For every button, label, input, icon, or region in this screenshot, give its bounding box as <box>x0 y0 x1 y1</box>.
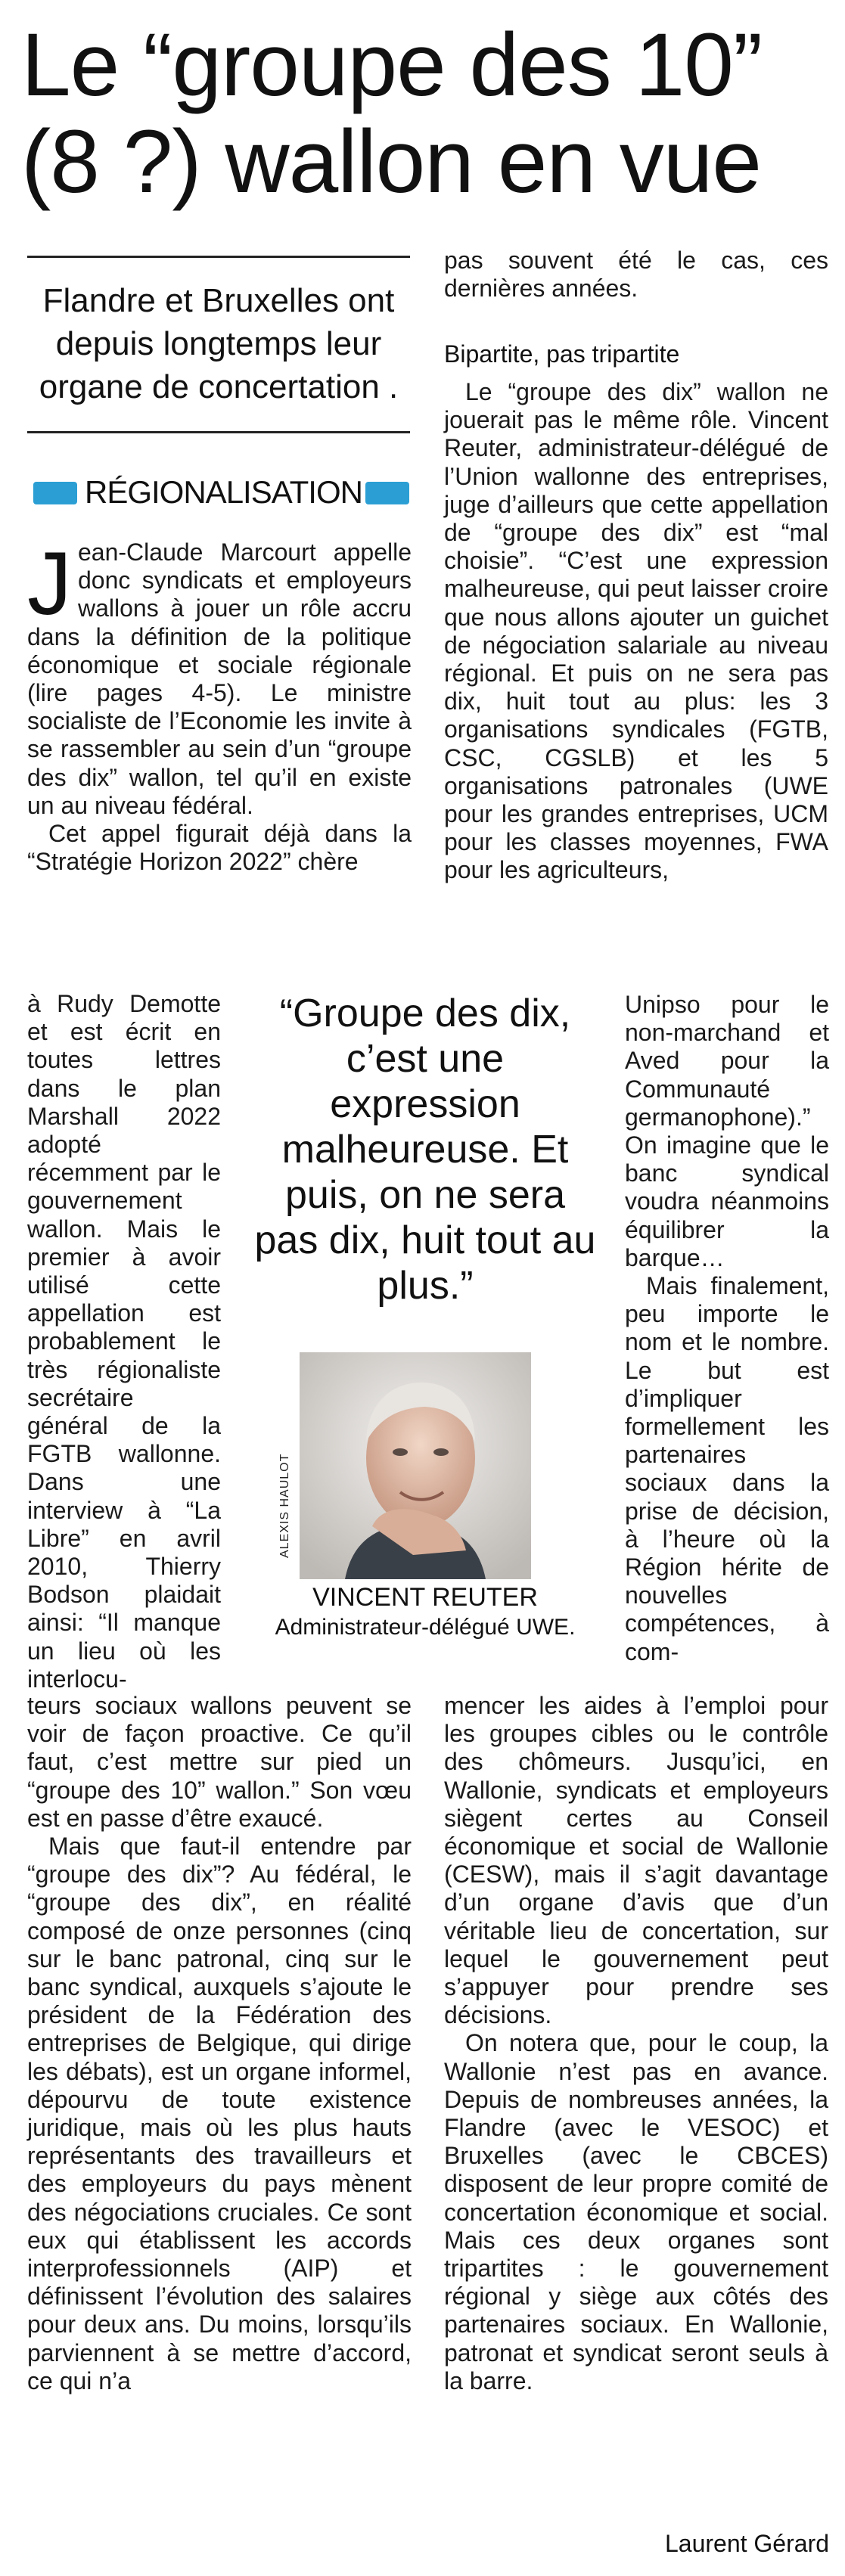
portrait-photo <box>300 1352 531 1579</box>
byline: Laurent Gérard <box>664 2530 829 2557</box>
rubric-bar-left <box>33 482 77 504</box>
column-2-bottom <box>444 1692 828 2395</box>
paragraph-2-narrow: à Rudy Demotte et est écrit en toutes lettres dans le plan Marshall 2022 adopté récemment par le gouvernement wallon. Mais le premier à avoir utilisé cette appellation est probablement le très régionaliste secrétaire général de la FGTB wallonne. Dans une interview à “La Libre” en avril 2010, Thierry Bodson plaidait ainsi: “Il manque un lieu où les interlocu- <box>27 990 221 1693</box>
column-2-upper <box>444 378 828 885</box>
caption-name: VINCENT REUTER <box>312 1583 538 1612</box>
column-2-top <box>444 247 828 303</box>
column-1-narrow <box>27 990 221 1693</box>
column-1-top <box>27 534 412 876</box>
paragraph-1-text: ean-Claude Marcourt appelle donc syndicats et employeurs wallons à jouer un rôle accru dans la définition de la politique économique et sociale régionale (lire pages 4-5). Le ministre socialiste de l’Economie les invite à se rassembler au sein d’un “groupe des dix” wallon, tel qu’il en existe un au niveau fédéral. <box>27 538 412 819</box>
headline-line-1: Le “groupe des 10” <box>21 15 763 115</box>
paragraph-2-start: Cet appel figurait déjà dans la “Stratégie Horizon 2022” chère <box>27 820 412 876</box>
paragraph-continued: pas souvent été le cas, ces dernières années. <box>444 247 828 303</box>
paragraph-finalement: Mais finalement, peu importe le nom et le nombre. Le but est d’impliquer formellement les partenaires sociaux dans la prise de décision, à l’heure où la Région hérite de nouvelles compétences, à com- <box>625 1272 829 1665</box>
caption-role: Administrateur-délégué UWE. <box>275 1615 576 1640</box>
subheading: Bipartite, pas tripartite <box>444 340 680 368</box>
deck <box>27 256 410 433</box>
paragraph-wallonie: On notera que, pour le coup, la Wallonie n’est pas en avance. Depuis de nombreuses années, la Flandre (avec le VESOC) et Bruxelles (avec le CBCES) disposent de leur propre comité de concertation économique et social. Mais ces deux organes sont tripartites : le gouvernement régional y siège aux côtés des partenaires sociaux. En Wallonie, patronat et syndicat seront seuls à la barre. <box>444 2029 828 2394</box>
portrait-illustration <box>300 1352 531 1579</box>
rubric-bar-right <box>365 482 409 504</box>
paragraph-reuter: Le “groupe des dix” wallon ne jouerait pas le même rôle. Vincent Reuter, administrateur-délégué de l’Union wallonne des entreprises, juge d’ailleurs que cette appellation de “groupe des dix” est “mal choisie”. “C’est une expression malheureuse, qui peut laisser croire que nous allons ajouter un guichet de négociation salariale au niveau régional. Et puis on ne sera pas dix, huit tout au plus: les 3 organisations syndicales (FGTB, CSC, CGSLB) et les 5 organisations patronales (UWE pour les grandes entreprises, UCM pour les classes moyennes, FWA pour les agriculteurs, <box>444 378 828 884</box>
headline-line-2: (8 ?) wallon en vue <box>21 112 762 212</box>
column-1-bottom <box>27 1692 412 2395</box>
paragraph-3: Mais que faut-il entendre par “groupe des dix”? Au fédéral, le “groupe des dix”, en réalité composé de onze personnes (cinq sur le banc patronal, cinq sur le banc syndical, auxquels s’ajoute le président de la Fédération des entreprises de Belgique, qui dirige les débats), est un organe informel, dépourvu de toute existence juridique, mais où les plus hauts représentants des travailleurs et des employeurs du pays mènent des négociations cruciales. Ce sont eux qui établissent les accords interprofessionnels (AIP) et définissent l’évolution des salaires pour deux ans. Du moins, lorsqu’ils parviennent à se mettre d’accord, ce qui n’a <box>27 1833 412 2394</box>
paragraph-reuter-end: Unipso pour le non-marchand et Aved pour la Communauté germanophone).” On imagine que le banc syndical voudra néanmoins équilibrer la barque… <box>625 991 829 1271</box>
section-rubric <box>30 474 412 511</box>
pull-quote: “Groupe des dix, c’est une expression malheureuse. Et puis, on ne sera pas dix, huit tout au plus.” <box>254 992 596 1308</box>
headline <box>21 17 831 210</box>
paragraph-finalement-end: mencer les aides à l’emploi pour les groupes cibles ou le contrôle des chômeurs. Jusqu’ici, en Wallonie, syndicats et employeurs siègent certes au Conseil économique et social de Wallonie (CESW), mais il s’agit davantage d’un organe d’avis que d’un véritable lieu de concertation, sur lequel le gouvernement peut s’appuyer pour prendre ses décisions. <box>444 1692 828 2029</box>
deck-text: Flandre et Bruxelles ont depuis longtemps leur organe de concertation . <box>39 282 399 405</box>
rubric-label: RÉGIONALISATION <box>85 474 362 510</box>
column-2-narrow <box>625 991 829 1666</box>
photo-credit: ALEXIS HAULOT <box>278 1453 291 1558</box>
paragraph-2-end: teurs sociaux wallons peuvent se voir de façon proactive. Ce qu’il faut, c’est mettre sur pied un “groupe des 10” wallon.” Son vœu est en passe d’être exaucé. <box>27 1692 412 1832</box>
drop-cap: J <box>27 534 72 634</box>
paragraph-1 <box>27 534 412 820</box>
